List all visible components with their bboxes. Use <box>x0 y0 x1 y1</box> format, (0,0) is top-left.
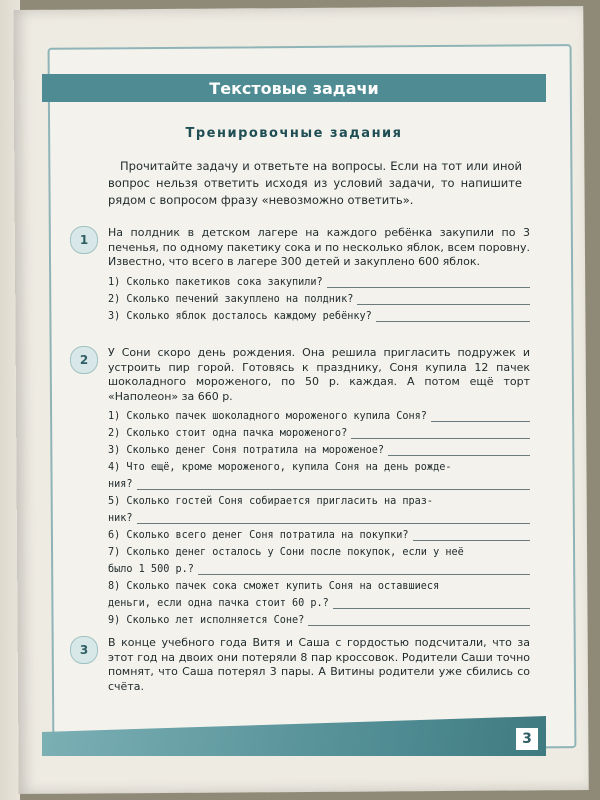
question-item: 9) Сколько лет исполняется Соне? <box>108 612 530 629</box>
question-item: 2) Сколько печений закуплено на полдник? <box>108 291 530 308</box>
question-item: 1) Сколько пачек шоколадного мороженого купила Соня? <box>108 408 530 425</box>
question-item: ния? <box>108 476 530 493</box>
answer-line[interactable] <box>431 421 530 422</box>
question-item: 1) Сколько пакетиков сока закупили? <box>108 274 530 291</box>
question-item: 7) Сколько денег осталось у Сони после покупок, если у неё <box>108 547 464 558</box>
task-text: У Сони скоро день рождения. Она решила пригласить подружек и устроить пир горой. Готовясь к празднику, Соня купила 12 пачек шоколадного мороженого, по 50 р. каждая. А потом ещё торт «Наполеон» за 660 р. <box>108 346 530 403</box>
question-item: 2) Сколько стоит одна пачка мороженого? <box>108 425 530 442</box>
question-item: 4) Что ещё, кроме мороженого, купила Соня на день рожде- <box>108 462 452 473</box>
task-number-badge: 3 <box>70 636 98 664</box>
question-item: 5) Сколько гостей Соня собирается пригласить на праз- <box>108 496 434 507</box>
answer-line[interactable] <box>333 608 530 609</box>
question-item: 3) Сколько яблок досталось каждому ребёнку? <box>108 308 530 325</box>
task-number-badge: 1 <box>70 226 98 254</box>
answer-line[interactable] <box>198 574 530 575</box>
question-item: 3) Сколько денег Соня потратила на мороженое? <box>108 442 530 459</box>
task-2 <box>70 346 530 629</box>
task-number-badge: 2 <box>70 346 98 374</box>
answer-line[interactable] <box>357 304 530 305</box>
question-list <box>108 274 530 325</box>
subtitle: Тренировочные задания <box>185 126 403 141</box>
question-item: деньги, если одна пачка стоит 60 р.? <box>108 595 530 612</box>
question-list <box>108 408 530 629</box>
task-text: На полдник в детском лагере на каждого ребёнка закупили по 3 печенья, по одному пакетику сока и по несколько яблок, всем поровну. Известно, что всего в лагере 300 детей и закуплено 600 яблок. <box>108 226 530 268</box>
question-item: 8) Сколько пачек сока сможет купить Соня на оставшиеся <box>108 581 440 592</box>
answer-line[interactable] <box>413 540 530 541</box>
section-title-text: Текстовые задачи <box>209 78 379 98</box>
answer-line[interactable] <box>388 455 530 456</box>
task-1 <box>70 226 530 325</box>
answer-line[interactable] <box>327 287 530 288</box>
answer-line[interactable] <box>137 489 530 490</box>
answer-line[interactable] <box>308 625 530 626</box>
question-item: было 1 500 р.? <box>108 561 530 578</box>
section-title <box>42 74 546 102</box>
task-text: В конце учебного года Витя и Саша с гордостью подсчитали, что за этот год на двоих они потеряли 8 пар кроссовок. Родители Саши точно помнят, что Саша потерял 3 пары. А Витины родители уже сбились со счёта. <box>108 636 530 693</box>
question-item: ник? <box>108 510 530 527</box>
answer-line[interactable] <box>137 523 530 524</box>
instruction-text: Прочитайте задачу и ответьте на вопросы. Если на тот или иной вопрос нельзя ответить исходя из условий задачи, то напишите рядом с вопросом фразу «невозможно ответить». <box>108 159 522 207</box>
page-number: 3 <box>516 728 538 750</box>
question-item: 6) Сколько всего денег Соня потратила на покупки? <box>108 527 530 544</box>
answer-line[interactable] <box>376 321 530 322</box>
task-3 <box>70 636 530 694</box>
answer-line[interactable] <box>351 438 530 439</box>
